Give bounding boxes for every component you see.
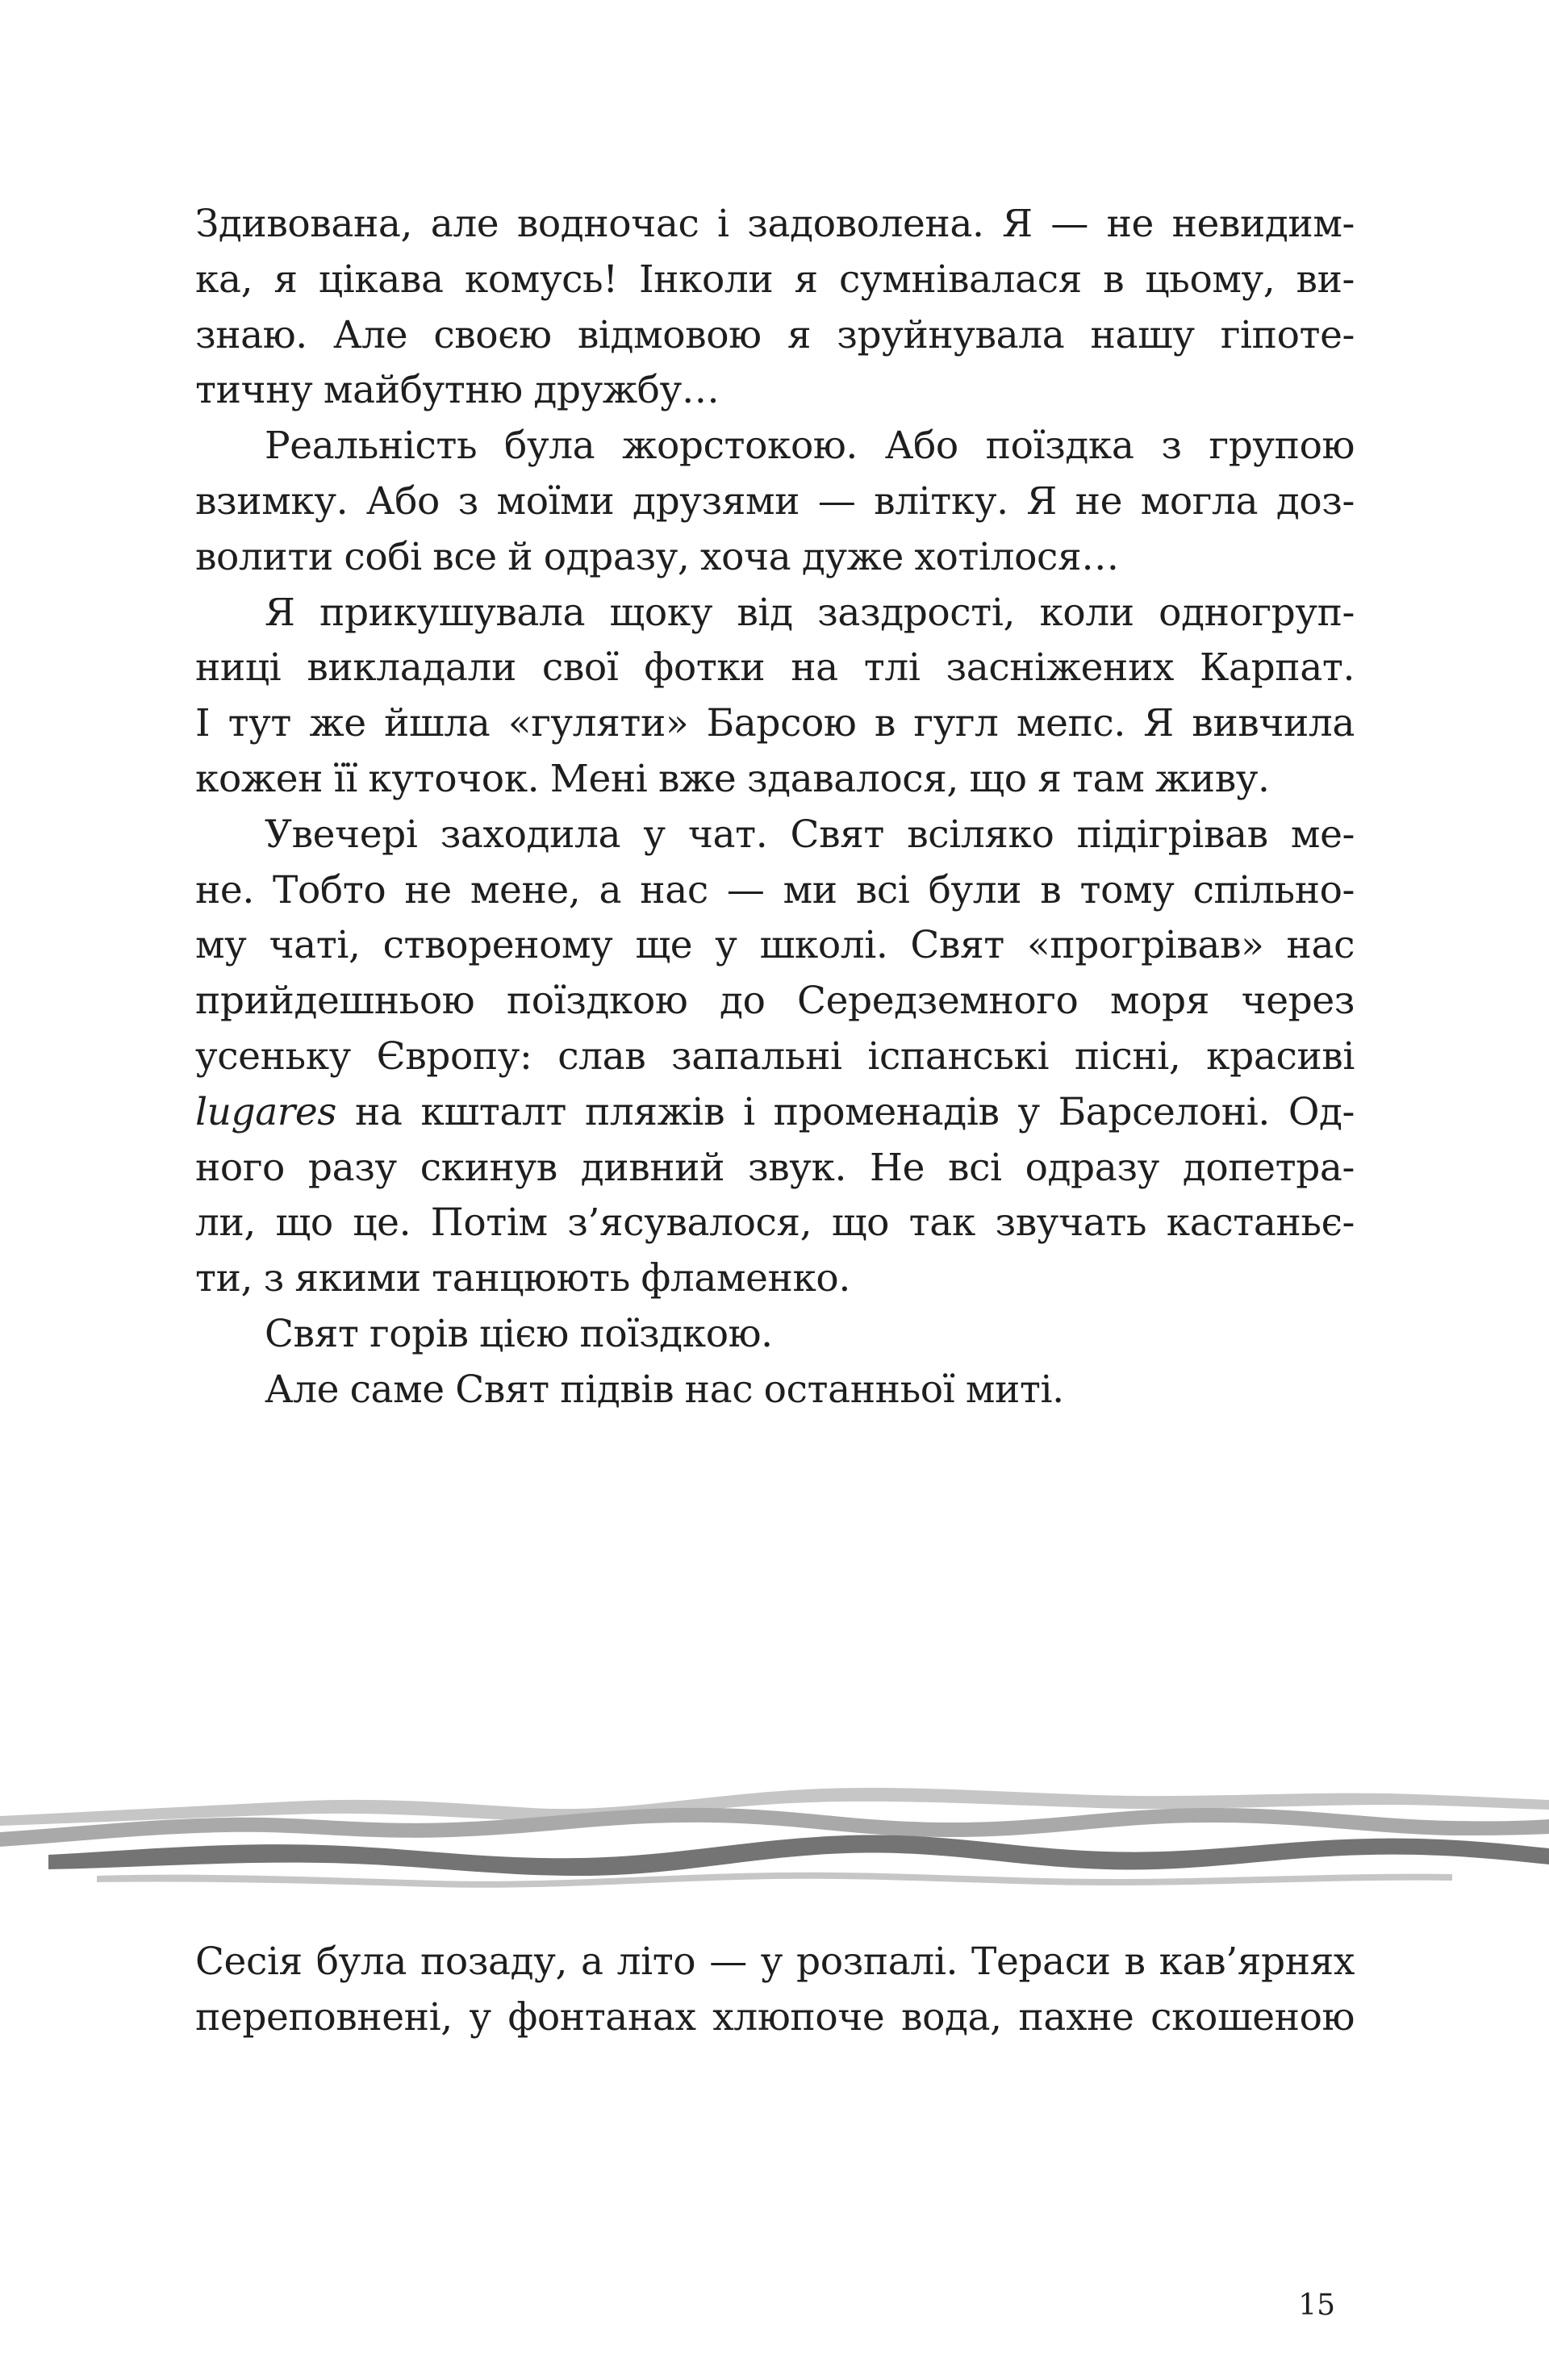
paragraph-first-line: Реальність була жорстокою. Або поїздка з групою (265, 424, 1355, 469)
page-number: 15 (1298, 2289, 1335, 2322)
text-line: ти, з якими танцюють фламенко. (195, 1256, 850, 1301)
text-line: кожен її куточок. Мені вже здавалося, що я там живу. (195, 756, 1270, 801)
wave-stroke-dark (48, 1835, 1549, 1876)
text-line: ли, що це. Потім з’ясувалося, що так звучать кастаньє- (195, 1200, 1355, 1246)
italic-word: lugares (195, 1089, 337, 1134)
text-line: Сесія була позаду, а літо — у розпалі. Тераси в кав’ярнях (195, 1939, 1355, 1984)
paragraph-first-line: Я прикушувала щоку від заздрості, коли одногруп- (265, 590, 1355, 635)
text-line: усеньку Європу: слав запальні іспанські пісні, красиві (195, 1033, 1355, 1079)
wave-stroke-faint (97, 1873, 1452, 1888)
text-line: взимку. Або з моїми друзями — влітку. Я не могла доз- (195, 478, 1355, 524)
text-line: волити собі все й одразу, хоча дуже хотілося… (195, 534, 1119, 579)
paragraph-first-line: Свят горів цією поїздкою. (265, 1311, 773, 1356)
text-line: тичну майбутню дружбу… (195, 368, 720, 413)
text-line: ного разу скинув дивний звук. Не всі одразу допетра- (195, 1145, 1355, 1190)
text-line: ниці викладали свої фотки на тлі засніжених Карпат. (195, 645, 1355, 691)
text-section-2 (195, 1935, 1355, 2046)
text-line: прийдешньою поїздкою до Середземного моря через (195, 979, 1355, 1024)
text-line-with-italic (195, 1085, 1355, 1141)
text-section-1 (195, 197, 1355, 1418)
text-line: І тут же йшла «гуляти» Барсою в гугл мепс. Я вивчила (195, 701, 1355, 746)
text-line: знаю. Але своєю відмовою я зруйнувала нашу гіпоте- (195, 312, 1355, 357)
paragraph-first-line: Увечері заходила у чат. Свят всіляко підігрівав ме- (265, 812, 1355, 857)
text-line: Здивована, але водночас і задоволена. Я — не невидим- (195, 202, 1355, 246)
text-line-rest: на кшталт пляжів і променадів у Барселоні. Од- (354, 1089, 1355, 1134)
wave-divider-icon (0, 1755, 1549, 1908)
text-line: му чаті, створеному ще у школі. Свят «прогрівав» нас (195, 923, 1355, 968)
text-line: переповнені, у фонтанах хлюпоче вода, пахне скошеною (195, 1994, 1355, 2040)
paragraph-first-line: Але саме Свят підвів нас останньої миті. (265, 1367, 1064, 1412)
text-line: не. Тобто не мене, а нас — ми всі були в тому спільно- (195, 867, 1355, 912)
text-line: ка, я цікава комусь! Інколи я сумнівалася в цьому, ви- (195, 257, 1355, 302)
